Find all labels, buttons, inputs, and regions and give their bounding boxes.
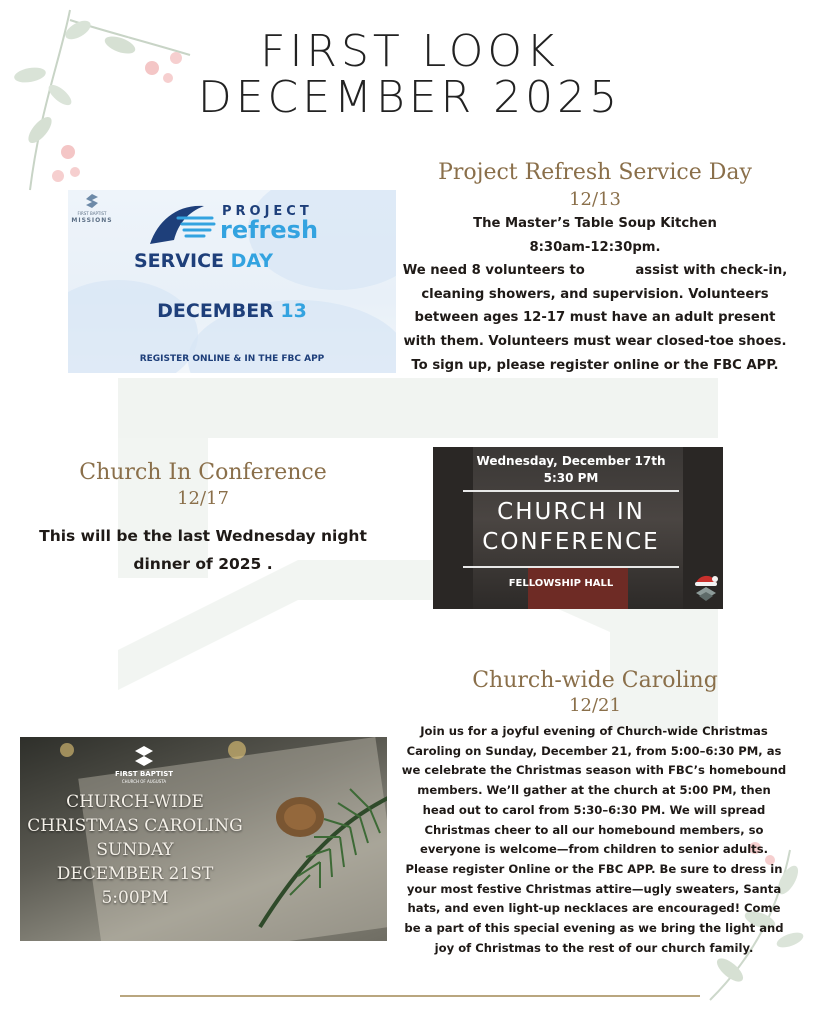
page-title-line-1: FIRST LOOK [260,26,559,77]
cic-time: 5:30 PM [543,471,599,485]
project-refresh-line: 8:30am-12:30pm. [529,239,661,255]
cic-location: FELLOWSHIP HALL [508,578,614,589]
project-refresh-line: cleaning showers, and supervision. Volunteers [421,286,769,302]
caroling-description [388,722,800,958]
project-refresh-title: Project Refresh Service Day [438,160,752,185]
cic-top-divider [463,490,679,492]
project-refresh-line: We need 8 volunteers to assist with check-in, [402,263,788,279]
caroling-image-line5: 5:00PM [101,888,169,908]
caroling-line: joy of Christmas to the rest of our church family. [434,940,754,955]
caroling-line: we celebrate the Christmas season with FBC’s homebound [401,763,787,778]
fbc-logo-icon [133,745,155,767]
caroling-line: hats, and even light-up necklaces are encouraged! Come [407,901,781,916]
caroling-line: Christmas cheer to all our homebound members, so [424,822,764,837]
page-title-line-2: DECEMBER 2025 [197,72,622,123]
project-refresh-line: The Master’s Table Soup Kitchen [473,216,717,231]
conference-title: Church In Conference [79,460,327,485]
day-word: DAY [230,250,274,272]
project-refresh-date: 12/13 [569,189,621,210]
santa-hat-logo-icon [693,573,719,603]
conference-line: dinner of 2025 . [133,555,273,573]
fbc-missions-org-line1: FIRST BAPTIST [77,211,107,216]
project-refresh-image [68,190,396,373]
church-in-conference-image [433,447,723,609]
caroling-image-line1: CHURCH-WIDE [66,792,204,812]
project-refresh-line: with them. Volunteers must wear closed-toe shoes. [403,333,787,349]
cic-bottom-divider [463,566,679,568]
conference-line: This will be the last Wednesday night [39,527,367,545]
caroling-date: 12/21 [569,695,621,716]
caroling-line: Join us for a joyful evening of Church-wide Christmas [420,724,768,738]
service-word: SERVICE [134,250,224,272]
caroling-image-line4: DECEMBER 21ST [56,864,214,884]
footer-divider [120,995,700,997]
pine-branch-icon [240,757,387,941]
register-label: REGISTER ONLINE & IN THE FBC APP [139,354,325,364]
project-refresh-line: between ages 12-17 must have an adult present [414,310,776,326]
day-number: 13 [280,300,307,322]
cic-title-line1: CHURCH IN [497,499,645,525]
conference-description [20,522,386,578]
caroling-line: members. We’ll gather at the church at 5:00 PM, then [417,783,771,798]
fbc-missions-org-line2: MISSIONS [71,217,113,224]
refresh-wave-icon [148,200,218,246]
cic-title-line2: CONFERENCE [482,529,660,555]
caroling-line: head out to carol from 5:30–6:30 PM. We will spread [422,802,766,817]
caroling-image-line3: SUNDAY [96,840,174,860]
caroling-line: Please register Online or the FBC APP. Be sure to dress in [405,861,783,876]
caroling-title: Church-wide Caroling [472,668,718,693]
caroling-image-line2: CHRISTMAS CAROLING [27,816,243,836]
project-refresh-line: To sign up, please register online or the FBC APP. [411,357,779,373]
watermark-shape-top [118,378,718,438]
month-word: DECEMBER [157,300,274,322]
caroling-line: your most festive Christmas attire—ugly sweaters, Santa [406,881,782,896]
christmas-caroling-image [20,737,387,941]
project-refresh-description [392,212,798,377]
december-13-label [68,300,396,322]
caroling-line: be a part of this special evening as we bring the light and [404,921,784,936]
fbc-missions-logo-icon [84,193,100,209]
caroling-org-line2: CHURCH OF AUGUSTA [121,779,167,784]
cic-date-line: Wednesday, December 17th [476,454,666,468]
refresh-label: refresh [220,216,319,244]
caroling-line: Caroling on Sunday, December 21, from 5:00–6:30 PM, as [406,743,782,758]
caroling-line: everyone is welcome—from children to senior adults. [419,842,769,857]
project-label: PROJECT [222,204,313,219]
conference-date: 12/17 [177,488,229,509]
service-day-label [134,250,334,272]
caroling-org-line1: FIRST BAPTIST [114,770,174,778]
